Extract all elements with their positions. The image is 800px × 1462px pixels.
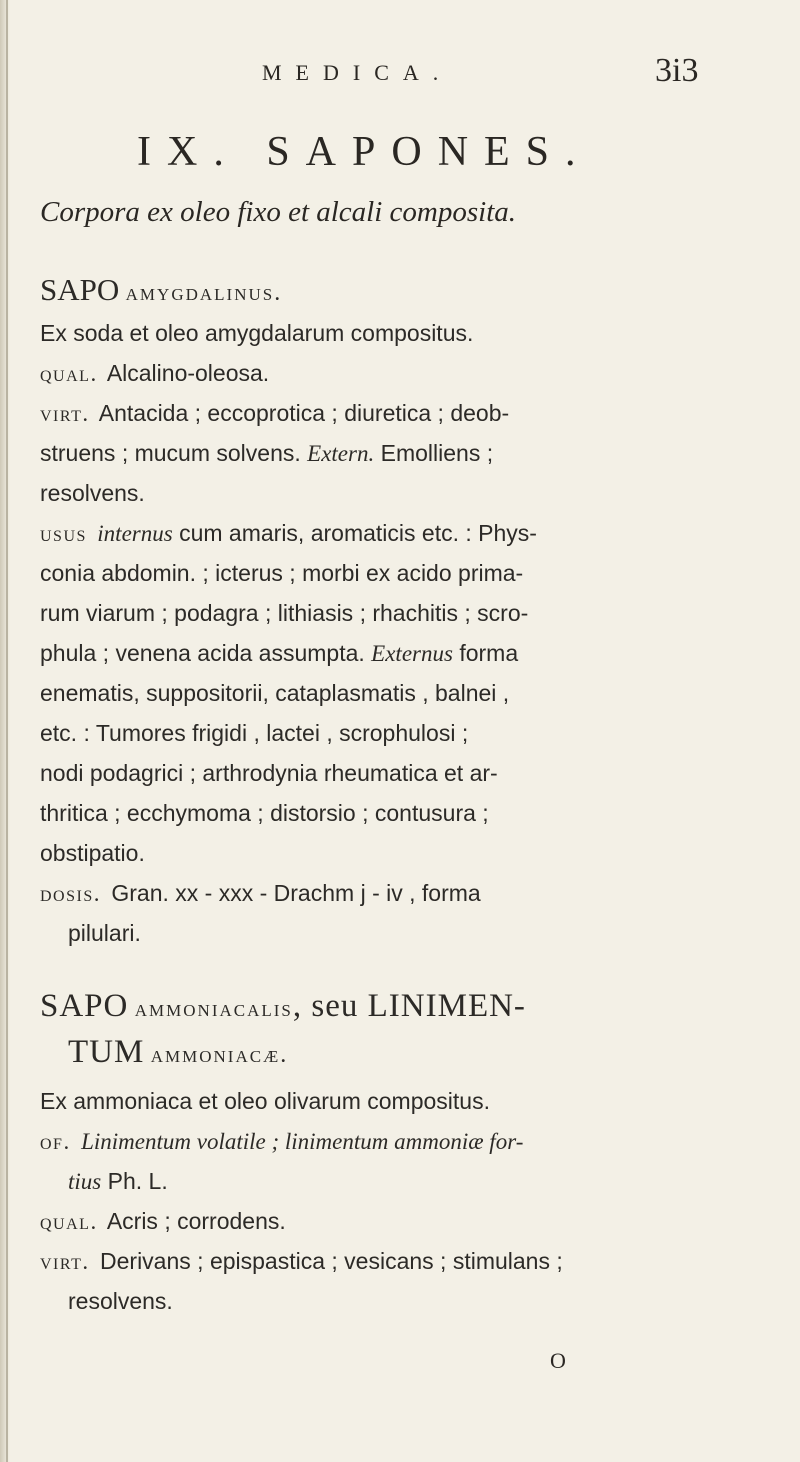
entry-heading-amygdalinus (40, 272, 282, 308)
usus-italic: internus (97, 521, 173, 546)
entry-name: SAPO (40, 272, 120, 307)
text-line: etc. : Tumores frigidi , lactei , scrophulosi ; (40, 720, 469, 746)
usus-label: usus (40, 521, 87, 546)
qual-line (40, 360, 269, 387)
signature-mark: O (550, 1348, 566, 1373)
qual-label: qual. (40, 1209, 98, 1234)
qual-text: Alcalino-oleosa. (106, 360, 270, 386)
text-fragment: phula ; venena acida assumpta. (40, 640, 365, 666)
virt-label: virt. (40, 401, 90, 426)
virt-label: virt. (40, 1249, 90, 1274)
running-head: MEDICA. (262, 60, 453, 85)
text-line: enematis, suppositorii, cataplasmatis , balnei , (40, 680, 510, 706)
text-line (68, 1168, 168, 1195)
text-line: obstipatio. (40, 840, 145, 866)
text-line: conia abdomin. ; icterus ; morbi ex acido prima- (40, 560, 524, 586)
section-title: IX. SAPONES. (137, 129, 592, 175)
text-line (40, 440, 493, 467)
text-line: Ex ammoniaca et oleo olivarum compositus. (40, 1088, 490, 1114)
usus-text: cum amaris, aromaticis etc. : Phys- (179, 520, 537, 546)
text-fragment: forma (459, 640, 519, 666)
text-line: pilulari. (68, 920, 141, 946)
usus-line (40, 520, 537, 547)
entry-name-rest: , seu LINIMEN- (292, 988, 526, 1024)
entry-name: SAPO (40, 988, 129, 1024)
entry-heading-ammoniacalis (40, 988, 526, 1025)
virt-line (40, 400, 509, 427)
dosis-line (40, 880, 481, 907)
text-fragment: Ph. L. (107, 1168, 168, 1194)
text-line: Ex soda et oleo amygdalarum compositus. (40, 320, 474, 346)
qual-label: qual. (40, 361, 98, 386)
section-subtitle: Corpora ex oleo fixo et alcali composita. (40, 196, 517, 228)
entry-heading-line2 (68, 1034, 288, 1071)
of-italic: Linimentum volatile ; linimentum ammoniæ for- (81, 1129, 524, 1154)
qual-text: Acris ; corrodens. (106, 1208, 286, 1234)
italic-fragment: tius (68, 1169, 102, 1194)
of-line (40, 1128, 523, 1155)
text-line: resolvens. (40, 480, 145, 506)
entry-name2-smallcaps: ammoniacæ. (150, 1042, 289, 1068)
virt-text: Antacida ; eccoprotica ; diuretica ; deob- (98, 400, 510, 426)
text-line: resolvens. (68, 1288, 173, 1314)
text-line (40, 640, 518, 667)
italic-fragment: Externus (371, 641, 453, 666)
virt-line (40, 1248, 563, 1275)
text-fragment: Emolliens ; (380, 440, 494, 466)
italic-fragment: Extern. (307, 441, 375, 466)
text-fragment: struens ; mucum solvens. (40, 440, 301, 466)
dosis-label: dosis. (40, 881, 101, 906)
dosis-text: Gran. xx - xxx - Drachm j - iv , forma (111, 880, 481, 906)
binding-edge (6, 0, 8, 1462)
entry-name2: TUM (68, 1034, 145, 1070)
text-line: rum viarum ; podagra ; lithiasis ; rhachitis ; scro- (40, 600, 529, 626)
of-label: of. (40, 1129, 71, 1154)
text-line: nodi podagrici ; arthrodynia rheumatica et ar- (40, 760, 498, 786)
qual-line (40, 1208, 286, 1235)
page-number: 3i3 (655, 52, 699, 89)
entry-name-smallcaps: amygdalinus. (125, 280, 283, 306)
text-line: thritica ; ecchymoma ; distorsio ; contusura ; (40, 800, 489, 826)
page-spine-shadow (0, 0, 10, 1462)
entry-name-smallcaps: ammoniacalis (134, 996, 293, 1022)
virt-text: Derivans ; epispastica ; vesicans ; stimulans ; (100, 1248, 563, 1274)
